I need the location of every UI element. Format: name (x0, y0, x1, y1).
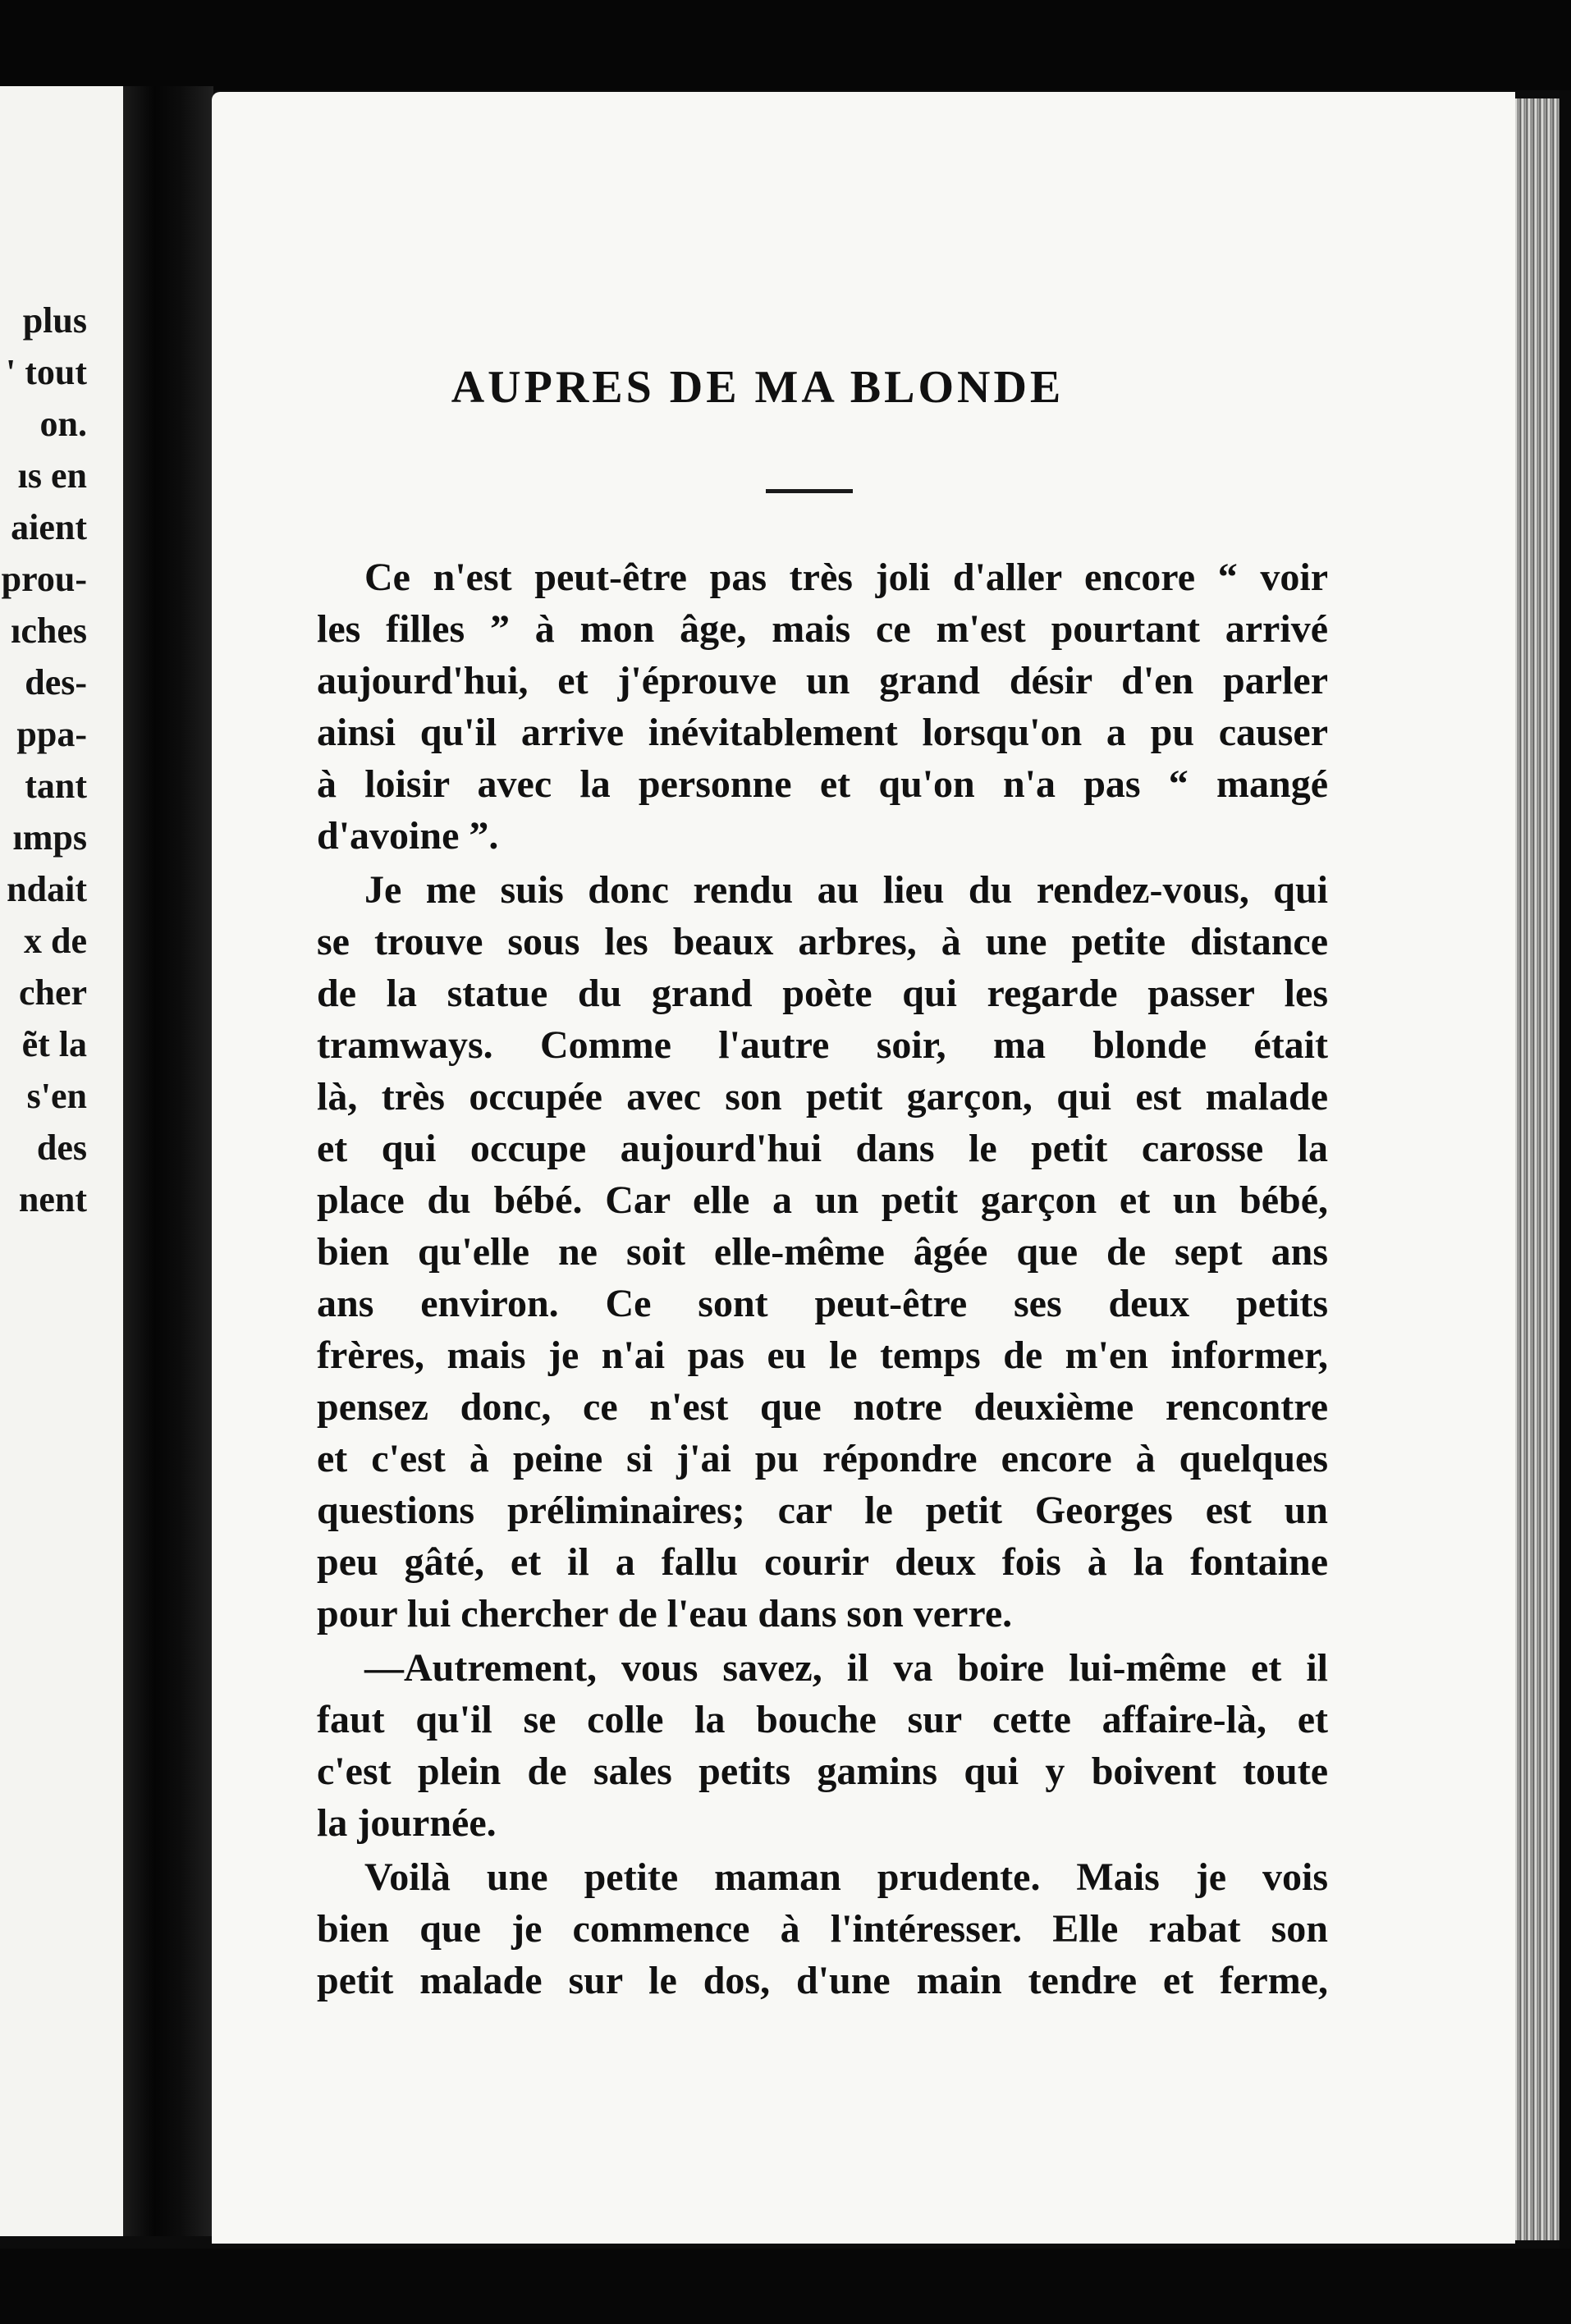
text-line: pour lui chercher de l'eau dans son verre. (317, 1592, 1013, 1635)
text-line: pensez donc, ce n'est que notre deuxième rencontre (317, 1385, 1328, 1429)
left-page-fragment: des- (25, 662, 87, 702)
text-line: là, très occupée avec son petit garçon, qui est malade (317, 1075, 1328, 1119)
book-gutter (123, 86, 213, 2236)
paragraph-2 (269, 864, 1328, 1640)
title-rule (766, 489, 853, 493)
left-page-fragment: ppa- (16, 714, 87, 754)
left-page-fragment: ıches (11, 611, 87, 651)
left-page-fragment: x de (24, 921, 87, 961)
text-line: à loisir avec la personne et qu'on n'a pas “ mangé (317, 762, 1328, 806)
text-line: aujourd'hui, et j'éprouve un grand désir d'en parler (317, 659, 1328, 702)
body-text (269, 551, 1328, 2009)
text-line: —Autrement, vous savez, il va boire lui-même et il (364, 1646, 1328, 1690)
text-line: se trouve sous les beaux arbres, à une petite distance (317, 920, 1328, 963)
facing-page-left (0, 86, 123, 2236)
text-line: Je me suis donc rendu au lieu du rendez-vous, qui (364, 868, 1328, 912)
left-page-fragment: plus (22, 300, 87, 341)
left-page-fragment: des (36, 1128, 87, 1168)
text-line: c'est plein de sales petits gamins qui y boivent toute (317, 1750, 1328, 1793)
text-line: tramways. Comme l'autre soir, ma blonde était (317, 1023, 1328, 1067)
text-line: les filles ” à mon âge, mais ce m'est pourtant arrivé (317, 607, 1328, 651)
text-line: faut qu'il se colle la bouche sur cette affaire-là, et (317, 1698, 1328, 1741)
left-page-fragment: ' tout (6, 352, 87, 392)
text-line: et c'est à peine si j'ai pu répondre encore à quelques (317, 1437, 1328, 1480)
left-page-fragment: tant (25, 766, 87, 806)
chapter-title: AUPRES DE MA BLONDE (451, 362, 1065, 413)
text-line: bien qu'elle ne soit elle-même âgée que de sept ans (317, 1230, 1328, 1274)
scan-border-top (0, 0, 1571, 90)
paragraph-3 (269, 1642, 1328, 1849)
text-line: bien que je commence à l'intéresser. Elle rabat son (317, 1907, 1328, 1951)
scan-border-bottom (0, 2249, 1571, 2324)
left-page-fragment: cher (18, 972, 87, 1013)
left-page-fragment: aient (11, 507, 87, 547)
page-edges (1515, 98, 1563, 2240)
text-line: questions préliminaires; car le petit Georges est un (317, 1489, 1328, 1532)
left-page-fragment: prou- (1, 559, 87, 599)
left-page-fragment: nent (18, 1179, 87, 1219)
page-edges-shadow (1560, 90, 1571, 2249)
text-line: peu gâté, et il a fallu courir deux fois à la fontaine (317, 1540, 1328, 1584)
left-page-fragment: on. (39, 404, 87, 444)
text-line: et qui occupe aujourd'hui dans le petit carosse la (317, 1127, 1328, 1170)
text-line: place du bébé. Car elle a un petit garçon et un bébé, (317, 1178, 1328, 1222)
left-page-fragment: ımps (12, 817, 87, 858)
text-line: ans environ. Ce sont peut-être ses deux petits (317, 1282, 1328, 1325)
paragraph-1 (269, 551, 1328, 862)
paragraph-4 (269, 1851, 1328, 2006)
text-line: Ce n'est peut-être pas très joli d'aller encore “ voir (364, 556, 1328, 599)
text-line: d'avoine ”. (317, 814, 499, 858)
text-line: petit malade sur le dos, d'une main tendre et ferme, (317, 1959, 1328, 2002)
left-page-fragment: ẽt la (21, 1024, 87, 1064)
text-line: de la statue du grand poète qui regarde passer les (317, 972, 1328, 1015)
left-page-fragment: s'en (26, 1076, 87, 1116)
text-line: Voilà une petite maman prudente. Mais je vois (364, 1855, 1328, 1899)
left-page-fragment: ıs en (17, 455, 87, 496)
text-line: la journée. (317, 1801, 497, 1845)
left-page-fragment: ndait (7, 869, 87, 909)
text-line: ainsi qu'il arrive inévitablement lorsqu'on a pu causer (317, 711, 1328, 754)
text-line: frères, mais je n'ai pas eu le temps de m'en informer, (317, 1334, 1328, 1377)
